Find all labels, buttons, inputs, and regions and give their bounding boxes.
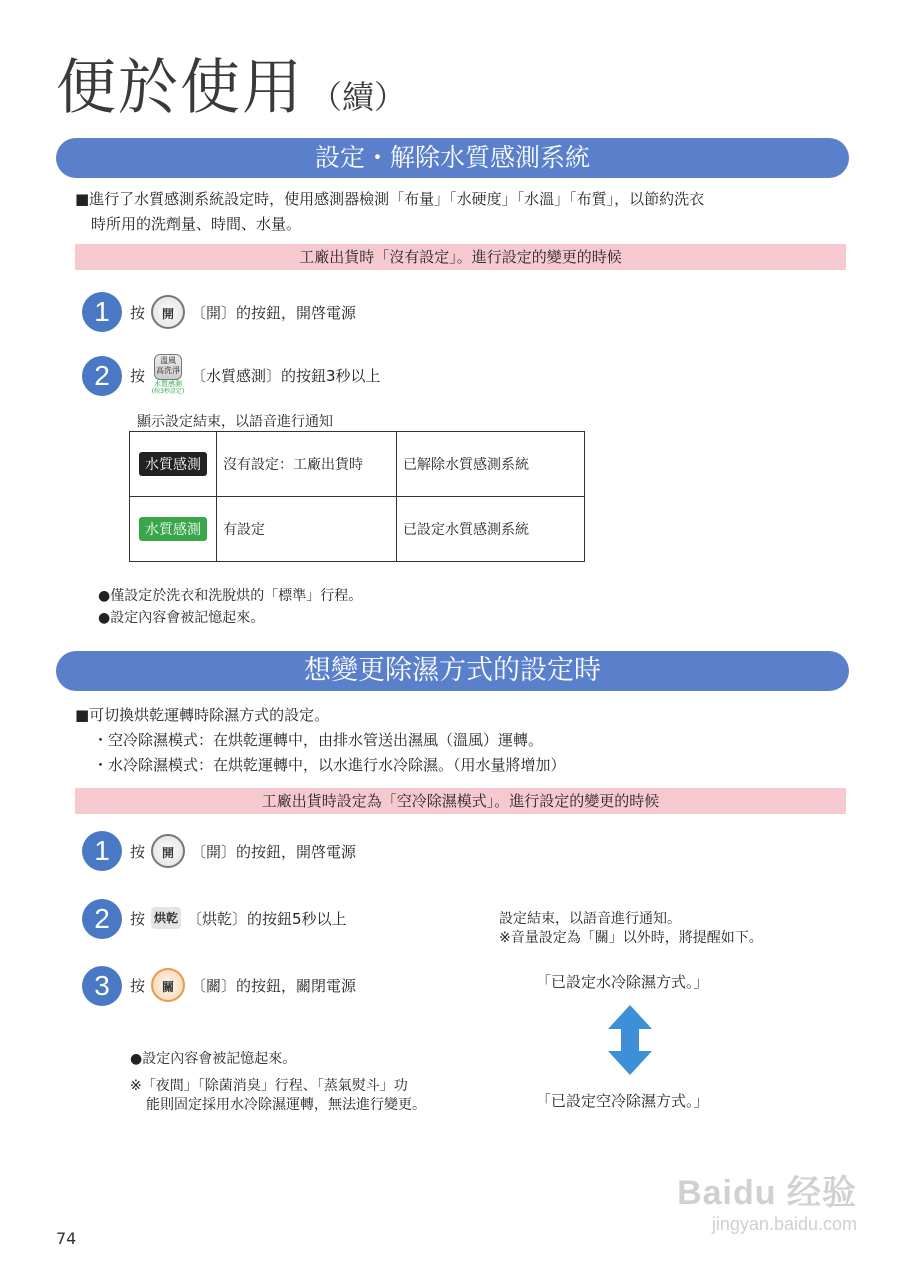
power-on-button-icon: 開 xyxy=(151,834,185,868)
page-title xyxy=(56,40,406,126)
section1-banner: 設定・解除水質感測系統 xyxy=(56,138,849,178)
step-text: 〔開〕的按鈕，開啓電源 xyxy=(191,303,357,322)
setting-table xyxy=(129,431,585,562)
bottom-note xyxy=(130,1077,426,1115)
table-cell-tag xyxy=(130,497,217,562)
step-prefix: 按 xyxy=(130,366,146,385)
page-number: 74 xyxy=(56,1229,77,1248)
step-number: 2 xyxy=(82,356,122,396)
bottom-bullet: ●設定內容會被記憶起來。 xyxy=(130,1051,297,1067)
table-row xyxy=(130,432,585,497)
step-number: 3 xyxy=(82,966,122,1006)
side-notes xyxy=(499,910,763,948)
section1-bullets xyxy=(98,585,362,629)
section2-step2 xyxy=(130,905,347,931)
step-number: 1 xyxy=(82,292,122,332)
step-prefix: 按 xyxy=(130,976,146,995)
table-cell-tag xyxy=(130,432,217,497)
step-text: 〔烘乾〕的按鈕5秒以上 xyxy=(187,909,347,928)
step-text: 〔關〕的按鈕，關閉電源 xyxy=(191,976,357,995)
step-prefix: 按 xyxy=(130,303,146,322)
power-off-button-icon: 關 xyxy=(151,968,185,1002)
step-number: 1 xyxy=(82,831,122,871)
section1-intro-line2: 時所用的洗劑量、時間、水量。 xyxy=(91,215,302,233)
power-on-button-icon: 開 xyxy=(151,295,185,329)
table-cell-result: 已設定水質感測系統 xyxy=(397,497,585,562)
section2-intro-line2: ・空冷除濕模式：在烘乾運轉中，由排水管送出濕風（溫風）運轉。 xyxy=(93,731,544,749)
step-text: 〔開〕的按鈕，開啓電源 xyxy=(191,842,357,861)
section1-step1 xyxy=(130,295,356,329)
bottom-note-line: ※「夜間」「除菌消臭」行程、「蒸氣熨斗」功 xyxy=(130,1078,408,1094)
button-green-label: 水質感測 xyxy=(154,380,183,388)
section2-banner: 想變更除濕方式的設定時 xyxy=(56,651,849,691)
table-cell-result: 已解除水質感測系統 xyxy=(397,432,585,497)
section2-intro-line3: ・水冷除濕模式：在烘乾運轉中，以水進行水冷除濕。（用水量將增加） xyxy=(93,756,566,774)
table-cell-state: 沒有設定：工廠出貨時 xyxy=(217,432,397,497)
button-face: 溫風 高洗淨 xyxy=(154,354,182,380)
voice-message-air: 「已設定空冷除濕方式。」 xyxy=(536,1092,709,1110)
double-arrow-icon xyxy=(608,1005,652,1075)
dry-button-icon: 烘乾 xyxy=(151,907,181,929)
section1-intro xyxy=(75,187,855,237)
section1-intro-line1: ■進行了水質感測系統設定時，使用感測器檢測「布量」「水硬度」「水溫」「布質」，以節約洗衣 xyxy=(75,190,705,208)
section1-step2 xyxy=(130,350,381,400)
bullet-item: ●設定內容會被記憶起來。 xyxy=(98,610,265,626)
bullet-item: ●僅設定於洗衣和洗脫烘的「標準」行程。 xyxy=(98,588,363,604)
bottom-note-line: 能則固定採用水冷除濕運轉，無法進行變更。 xyxy=(146,1097,426,1113)
step-number: 2 xyxy=(82,899,122,939)
section2-step1 xyxy=(130,834,356,868)
section2-pink-note: 工廠出貨時設定為「空冷除濕模式」。進行設定的變更的時候 xyxy=(75,788,846,814)
display-note: 顯示設定結束，以語音進行通知 xyxy=(137,414,333,430)
section2-intro xyxy=(75,703,855,778)
page-title-sub: （續） xyxy=(310,78,407,116)
step-prefix: 按 xyxy=(130,842,146,861)
section2-intro-line1: ■可切換烘乾運轉時除濕方式的設定。 xyxy=(75,706,330,724)
step-prefix: 按 xyxy=(130,909,146,928)
table-row xyxy=(130,497,585,562)
section2-step3 xyxy=(130,968,356,1002)
water-sensor-button-icon xyxy=(151,354,185,396)
side-note: ※音量設定為「關」以外時，將提醒如下。 xyxy=(499,930,763,946)
page-title-main: 便於使用 xyxy=(56,53,304,123)
button-small-label: (按3秒設定) xyxy=(151,388,185,395)
status-badge: 水質感測 xyxy=(139,452,207,476)
watermark xyxy=(677,1165,857,1235)
status-badge: 水質感測 xyxy=(139,517,207,541)
voice-message-water: 「已設定水冷除濕方式。」 xyxy=(536,973,709,991)
step-text: 〔水質感測〕的按鈕3秒以上 xyxy=(191,366,381,385)
side-note: 設定結束，以語音進行通知。 xyxy=(499,911,681,927)
watermark-brand: Baidu 经验 xyxy=(677,1174,857,1212)
watermark-url: jingyan.baidu.com xyxy=(711,1214,857,1234)
section1-pink-note: 工廠出貨時「沒有設定」。進行設定的變更的時候 xyxy=(75,244,846,270)
table-cell-state: 有設定 xyxy=(217,497,397,562)
